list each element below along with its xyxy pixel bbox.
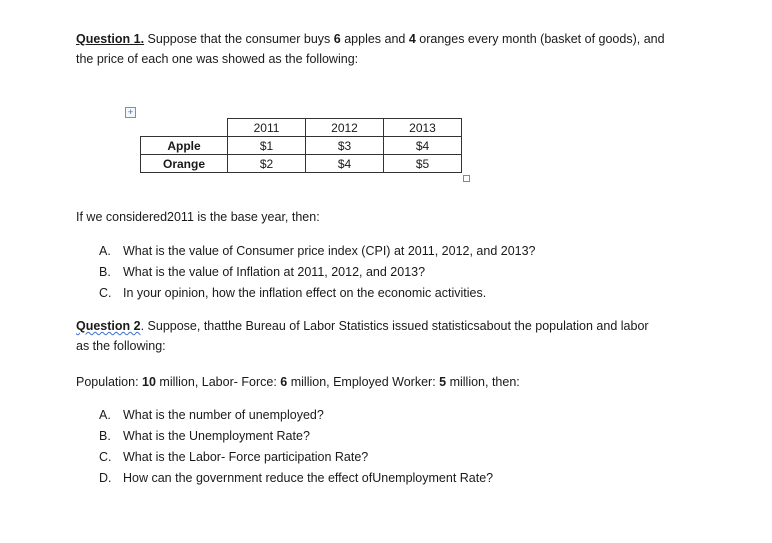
list-item xyxy=(99,262,425,282)
price-cell: $4 xyxy=(384,137,462,155)
table-header-row xyxy=(141,119,462,137)
price-cell: $5 xyxy=(384,155,462,173)
year-header: 2013 xyxy=(384,119,462,137)
employed-value: 5 xyxy=(439,375,447,389)
list-text: What is the Unemployment Rate? xyxy=(123,429,310,443)
list-letter: A. xyxy=(99,244,111,258)
table-row xyxy=(141,155,462,173)
stat-label: million, Labor- Force: xyxy=(155,375,281,389)
year-header: 2011 xyxy=(228,119,306,137)
q2-line2: as the following: xyxy=(76,339,166,353)
price-cell: $2 xyxy=(228,155,306,173)
list-letter: C. xyxy=(99,450,112,464)
q1-qty-oranges: 4 xyxy=(408,32,416,46)
q2-stats xyxy=(76,372,716,392)
list-item xyxy=(99,447,368,467)
q2-paragraph xyxy=(76,316,716,356)
q1-text-b: apples and xyxy=(340,32,409,46)
table-resize-handle[interactable] xyxy=(463,175,470,182)
year-header: 2012 xyxy=(306,119,384,137)
list-item xyxy=(99,468,493,488)
list-item xyxy=(99,405,324,425)
list-item xyxy=(99,241,536,261)
list-letter: A. xyxy=(99,408,111,422)
q1-text-c: oranges every month (basket of goods), and xyxy=(415,32,665,46)
table-move-handle-icon[interactable]: + xyxy=(125,107,136,118)
list-text: What is the Labor- Force participation Rate? xyxy=(123,450,369,464)
list-text: What is the value of Inflation at 2011, 2012, and 2013? xyxy=(123,265,426,279)
q1-label: Question 1. xyxy=(76,32,145,46)
list-letter: B. xyxy=(99,265,111,279)
population-value: 10 xyxy=(142,375,156,389)
q1-paragraph xyxy=(76,29,716,69)
stat-label: Population: xyxy=(76,375,143,389)
q1-text-a: Suppose that the consumer buys xyxy=(144,32,334,46)
list-letter: B. xyxy=(99,429,111,443)
stat-label: million, Employed Worker: xyxy=(287,375,440,389)
price-cell: $3 xyxy=(306,137,384,155)
q1-qty-apples: 6 xyxy=(333,32,341,46)
list-item xyxy=(99,426,310,446)
q1-intro: If we considered2011 is the base year, then: xyxy=(76,210,320,224)
table-corner-cell xyxy=(141,119,228,137)
list-text: What is the value of Consumer price index (CPI) at 2011, 2012, and 2013? xyxy=(123,244,536,258)
list-text: How can the government reduce the effect ofUnemployment Rate? xyxy=(123,471,494,485)
price-cell: $4 xyxy=(306,155,384,173)
q2-label: Question 2 xyxy=(76,319,141,333)
row-label: Orange xyxy=(141,155,228,173)
table-row xyxy=(141,137,462,155)
list-text: What is the number of unemployed? xyxy=(123,408,324,422)
stat-label: million, then: xyxy=(446,375,520,389)
list-letter: C. xyxy=(99,286,112,300)
row-label: Apple xyxy=(141,137,228,155)
list-item xyxy=(99,283,486,303)
list-letter: D. xyxy=(99,471,112,485)
price-cell: $1 xyxy=(228,137,306,155)
q2-text: . Suppose, thatthe Bureau of Labor Statistics issued statisticsabout the population and labor xyxy=(140,319,649,333)
price-table xyxy=(140,118,462,173)
list-text: In your opinion, how the inflation effect on the economic activities. xyxy=(123,286,487,300)
q1-line2: the price of each one was showed as the following: xyxy=(76,52,359,66)
labor-force-value: 6 xyxy=(280,375,288,389)
